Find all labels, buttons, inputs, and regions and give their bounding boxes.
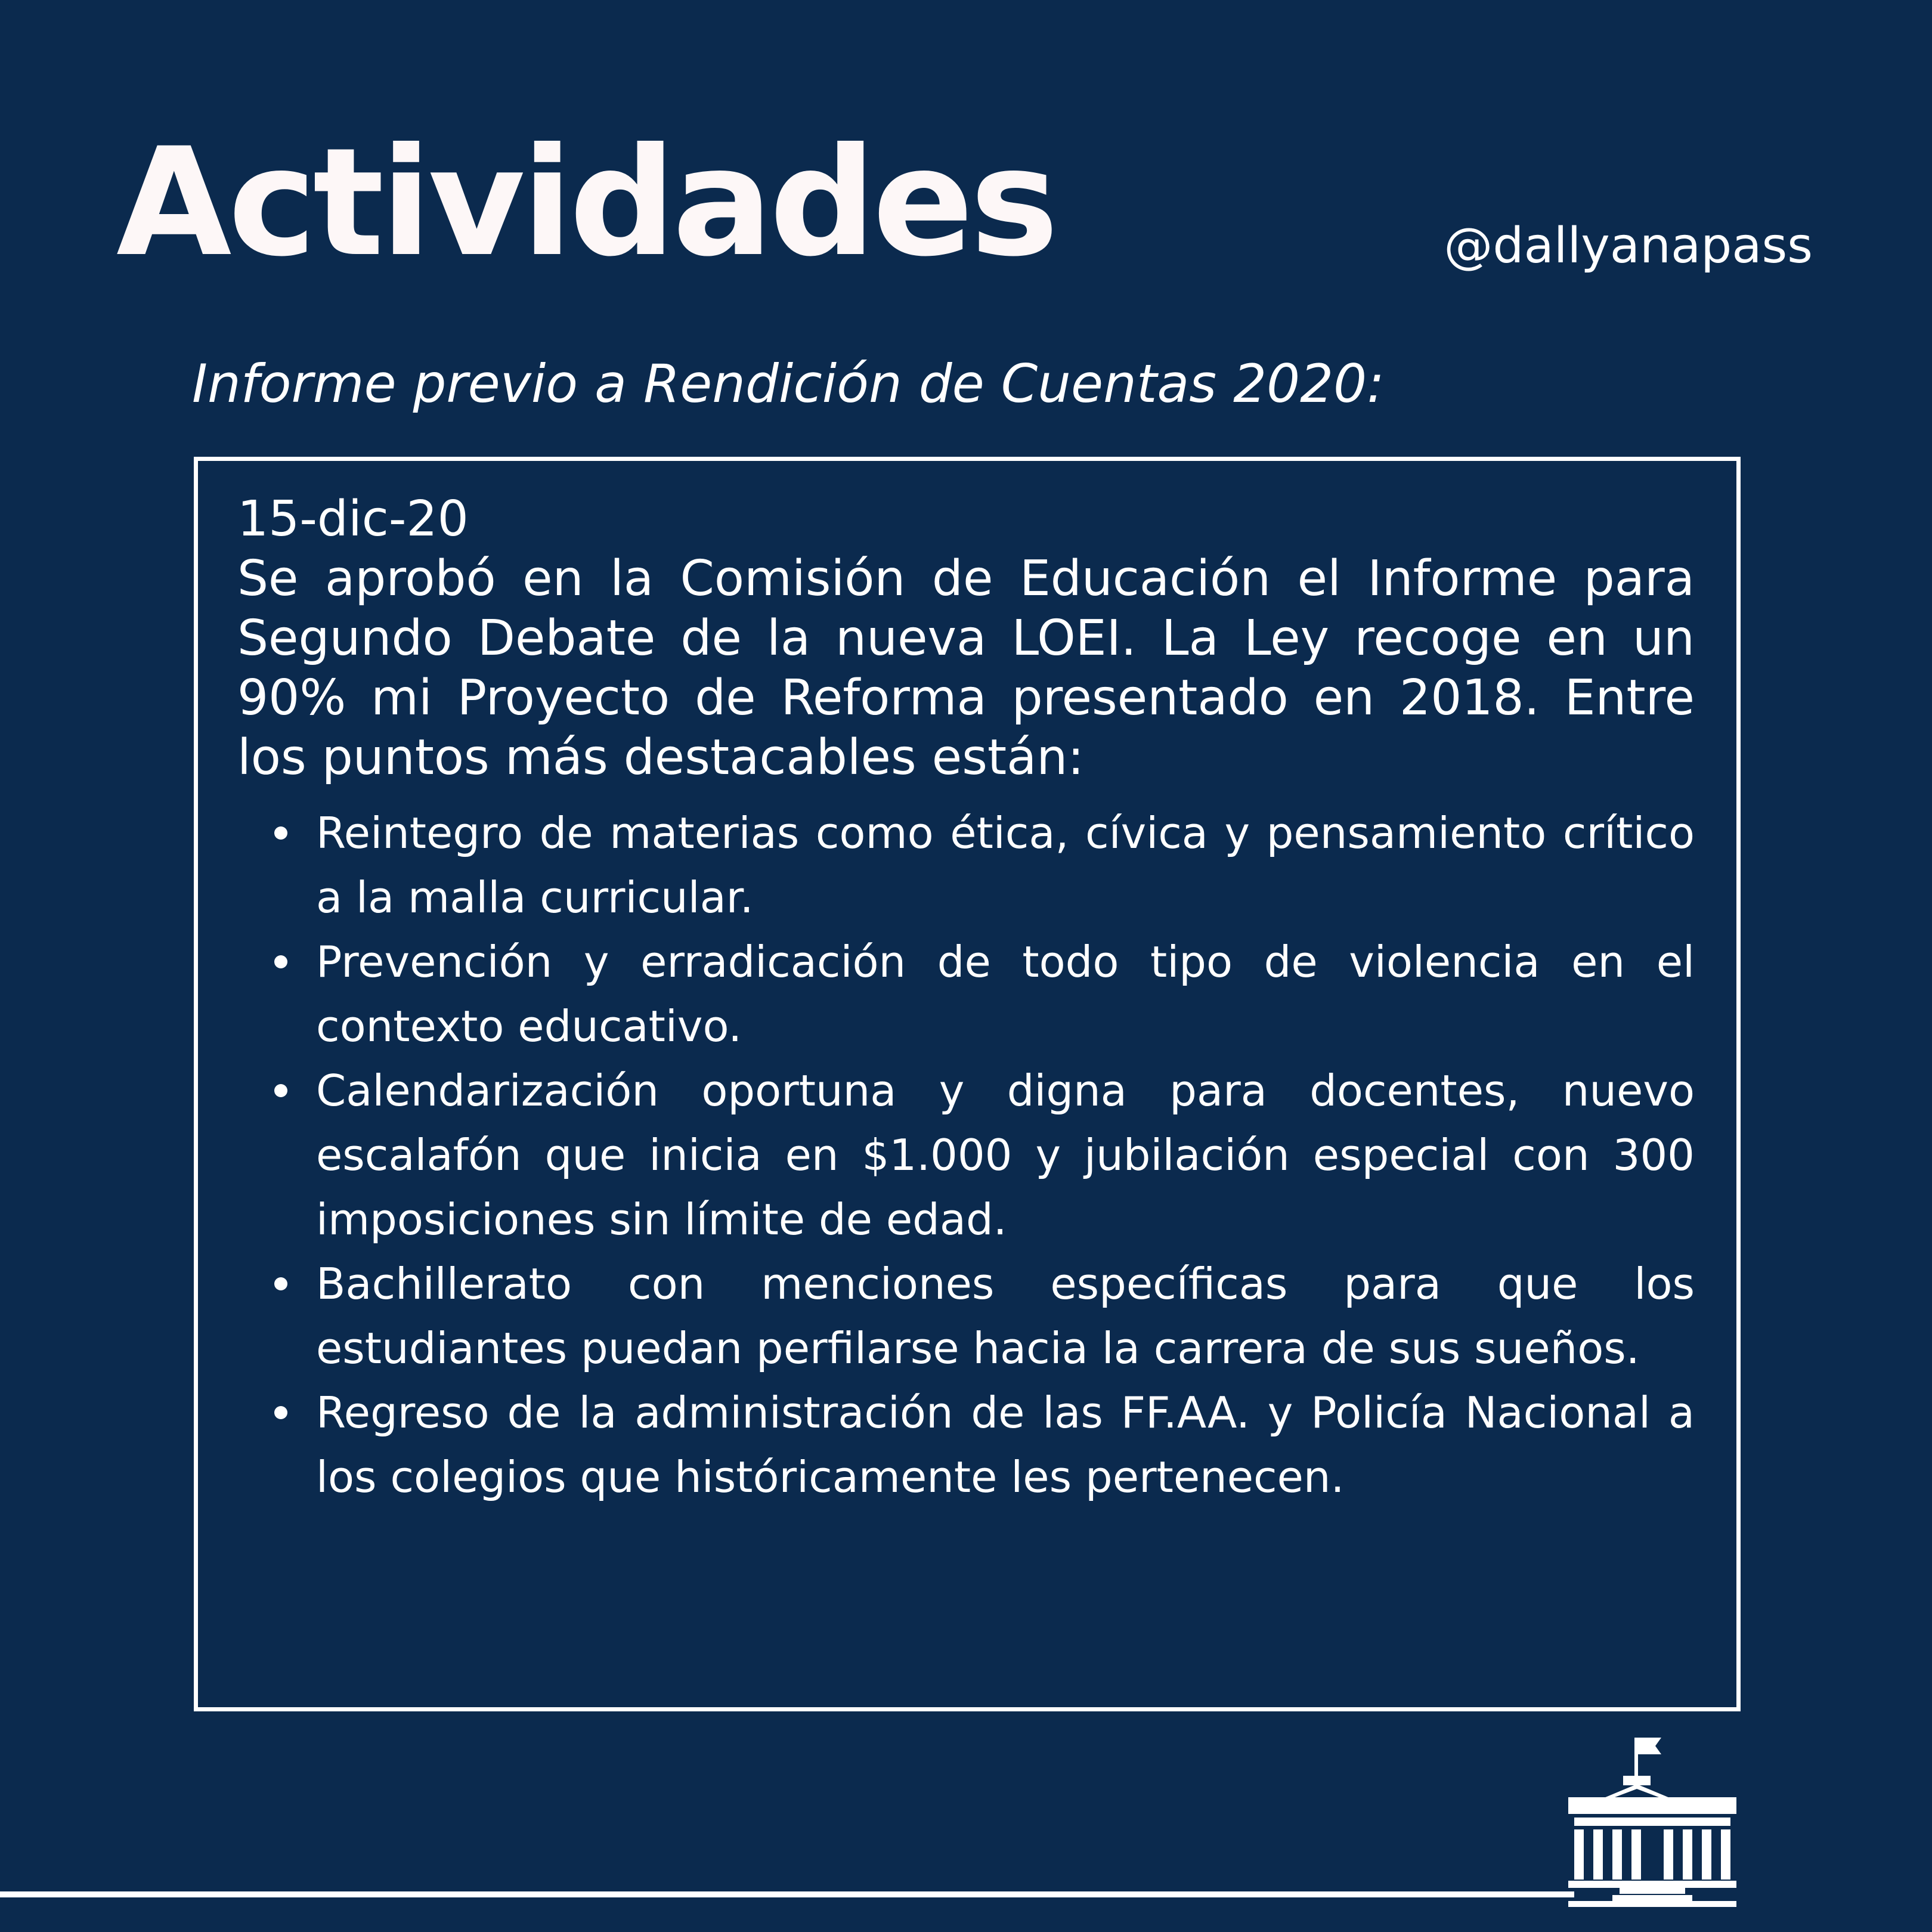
social-handle: @dallyanapass <box>1444 218 1813 274</box>
bullet-dot-icon <box>274 826 287 840</box>
government-building-icon <box>1560 1734 1745 1907</box>
report-subtitle: Informe previo a Rendición de Cuentas 2020: <box>192 353 1385 414</box>
bullet-dot-icon <box>274 955 287 968</box>
highlights-list <box>237 801 1695 1509</box>
page-title: Actividades <box>116 116 1055 289</box>
list-item-text: Reintegro de materias como ética, cívica y pensamiento crítico a la malla curricular. <box>316 808 1695 922</box>
list-item <box>237 1380 1695 1509</box>
list-item-text: Calendarización oportuna y digna para docentes, nuevo escalafón que inicia en $1.000 y jubilación especial con 300 imposiciones sin límite de edad. <box>316 1066 1695 1244</box>
bullet-dot-icon <box>274 1084 287 1097</box>
list-item <box>237 1058 1695 1252</box>
content-box <box>194 457 1741 1711</box>
list-item <box>237 930 1695 1058</box>
activity-intro: Se aprobó en la Comisión de Educación el Informe para Segundo Debate de la nueva LOEI. La Ley recoge en un 90% mi Proyecto de Reforma presentado en 2018. Entre los puntos más destacables están: <box>237 550 1695 786</box>
content-box-inner <box>237 490 1695 1509</box>
bullet-dot-icon <box>274 1406 287 1419</box>
activity-date: 15-dic-20 <box>237 491 469 547</box>
list-item <box>237 801 1695 930</box>
list-item-text: Bachillerato con menciones específicas para que los estudiantes puedan perfilarse hacia la carrera de sus sueños. <box>316 1259 1695 1373</box>
footer-divider <box>0 1891 1574 1897</box>
list-item-text: Prevención y erradicación de todo tipo de violencia en el contexto educativo. <box>316 937 1695 1051</box>
bullet-dot-icon <box>274 1277 287 1290</box>
list-item <box>237 1252 1695 1380</box>
list-item-text: Regreso de la administración de las FF.AA. y Policía Nacional a los colegios que históricamente les pertenecen. <box>316 1388 1695 1502</box>
